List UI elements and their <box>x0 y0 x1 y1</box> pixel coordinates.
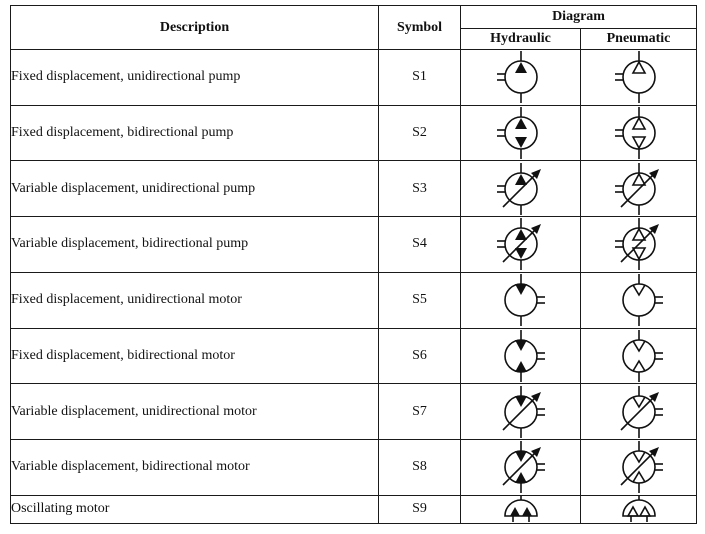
variable-unidirectional-pump-hydraulic-icon <box>491 163 551 215</box>
pneumatic-symbol-cell <box>581 384 697 440</box>
row-description: Variable displacement, unidirectional motor <box>11 384 379 440</box>
row-symbol: S3 <box>379 161 461 217</box>
variable-unidirectional-motor-pneumatic-icon <box>609 386 669 438</box>
table-row <box>11 439 697 495</box>
fixed-unidirectional-motor-hydraulic-icon <box>491 274 551 326</box>
row-description: Fixed displacement, unidirectional pump <box>11 50 379 106</box>
table-row <box>11 161 697 217</box>
pneumatic-symbol-cell <box>581 439 697 495</box>
variable-unidirectional-pump-pneumatic-icon <box>609 163 669 215</box>
row-symbol: S4 <box>379 217 461 273</box>
header-hydraulic: Hydraulic <box>461 29 581 50</box>
fixed-bidirectional-motor-pneumatic-icon <box>609 330 669 382</box>
row-symbol: S6 <box>379 328 461 384</box>
variable-bidirectional-pump-hydraulic-icon <box>491 218 551 270</box>
row-symbol: S7 <box>379 384 461 440</box>
oscillating-motor-pneumatic-icon <box>609 496 669 522</box>
header-symbol: Symbol <box>379 6 461 50</box>
header-pneumatic: Pneumatic <box>581 29 697 50</box>
pneumatic-symbol-cell <box>581 161 697 217</box>
row-symbol: S1 <box>379 50 461 106</box>
row-description: Fixed displacement, unidirectional motor <box>11 272 379 328</box>
hydraulic-symbol-cell <box>461 217 581 273</box>
hydraulic-symbol-cell <box>461 272 581 328</box>
fixed-unidirectional-pump-hydraulic-icon <box>491 51 551 103</box>
hydraulic-symbol-cell <box>461 105 581 161</box>
oscillating-motor-hydraulic-icon <box>491 496 551 522</box>
table-row <box>11 328 697 384</box>
row-description: Oscillating motor <box>11 495 379 523</box>
variable-bidirectional-motor-hydraulic-icon <box>491 441 551 493</box>
pneumatic-symbol-cell <box>581 50 697 106</box>
row-description: Fixed displacement, bidirectional pump <box>11 105 379 161</box>
row-description: Variable displacement, bidirectional motor <box>11 439 379 495</box>
header-diagram: Diagram <box>461 6 697 29</box>
header-description: Description <box>11 6 379 50</box>
fixed-unidirectional-pump-pneumatic-icon <box>609 51 669 103</box>
table-row <box>11 384 697 440</box>
row-description: Variable displacement, unidirectional pump <box>11 161 379 217</box>
row-symbol: S8 <box>379 439 461 495</box>
hydraulic-symbol-table <box>10 5 697 524</box>
variable-bidirectional-pump-pneumatic-icon <box>609 218 669 270</box>
row-symbol: S5 <box>379 272 461 328</box>
table-row <box>11 495 697 523</box>
table-row <box>11 217 697 273</box>
hydraulic-symbol-cell <box>461 384 581 440</box>
hydraulic-symbol-cell <box>461 495 581 523</box>
pneumatic-symbol-cell <box>581 272 697 328</box>
variable-bidirectional-motor-pneumatic-icon <box>609 441 669 493</box>
hydraulic-symbol-cell <box>461 50 581 106</box>
table-row <box>11 50 697 106</box>
row-symbol: S9 <box>379 495 461 523</box>
hydraulic-symbol-cell <box>461 439 581 495</box>
fixed-bidirectional-pump-hydraulic-icon <box>491 107 551 159</box>
hydraulic-symbol-cell <box>461 328 581 384</box>
pneumatic-symbol-cell <box>581 328 697 384</box>
fixed-unidirectional-motor-pneumatic-icon <box>609 274 669 326</box>
pneumatic-symbol-cell <box>581 495 697 523</box>
fixed-bidirectional-pump-pneumatic-icon <box>609 107 669 159</box>
row-description: Variable displacement, bidirectional pump <box>11 217 379 273</box>
pneumatic-symbol-cell <box>581 105 697 161</box>
hydraulic-symbol-cell <box>461 161 581 217</box>
pneumatic-symbol-cell <box>581 217 697 273</box>
variable-unidirectional-motor-hydraulic-icon <box>491 386 551 438</box>
table-row <box>11 272 697 328</box>
table-row <box>11 105 697 161</box>
row-symbol: S2 <box>379 105 461 161</box>
fixed-bidirectional-motor-hydraulic-icon <box>491 330 551 382</box>
row-description: Fixed displacement, bidirectional motor <box>11 328 379 384</box>
